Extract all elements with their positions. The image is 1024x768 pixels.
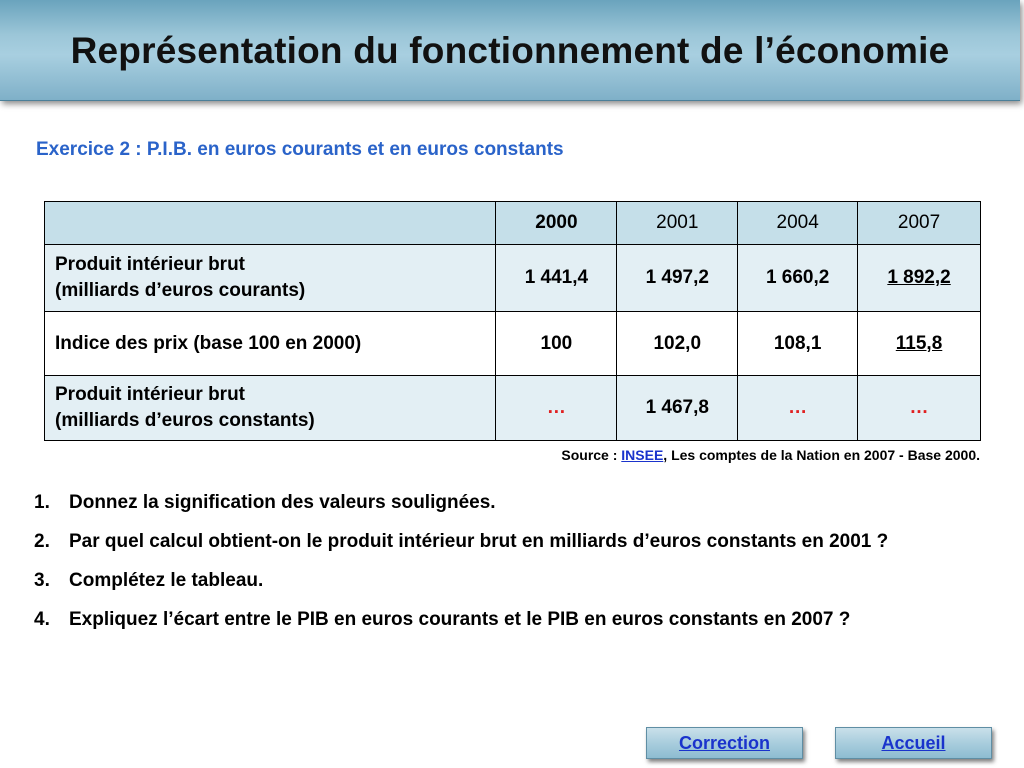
row-label — [45, 376, 496, 441]
list-item — [34, 490, 1024, 515]
row-label-line2: (milliards d’euros courants) — [55, 280, 306, 301]
table-cell-underlined — [858, 245, 981, 312]
header-empty-cell — [45, 202, 496, 245]
table-cell-blank: … — [738, 376, 858, 441]
table-row — [45, 245, 981, 312]
header-year-2004: 2004 — [738, 202, 858, 245]
question-number: 3. — [34, 570, 50, 591]
underlined-value: 115,8 — [895, 332, 943, 354]
table-row — [45, 312, 981, 376]
list-item — [34, 607, 1024, 632]
table-cell-blank: … — [858, 376, 981, 441]
table-header-row — [45, 202, 981, 245]
row-label-line1: Produit intérieur brut — [55, 384, 245, 405]
header-year-2001: 2001 — [617, 202, 738, 245]
question-text: Donnez la signification des valeurs soulignées. — [69, 492, 496, 513]
underlined-value: 1 892,2 — [887, 267, 951, 288]
correction-button[interactable]: Correction — [646, 727, 803, 759]
list-item — [34, 568, 1024, 593]
insee-link[interactable]: INSEE — [621, 447, 664, 463]
table-cell: 1 660,2 — [738, 245, 858, 312]
table-cell: 108,1 — [738, 312, 858, 376]
table-cell: 102,0 — [617, 312, 738, 376]
source-suffix: , Les comptes de la Nation en 2007 - Base 2000. — [663, 447, 980, 463]
table-cell: 1 467,8 — [617, 376, 738, 441]
question-text: Complétez le tableau. — [69, 570, 264, 591]
source-prefix: Source : — [561, 447, 622, 463]
table-cell: 1 497,2 — [617, 245, 738, 312]
row-label — [45, 312, 496, 376]
accueil-button[interactable]: Accueil — [835, 727, 992, 759]
list-item — [34, 529, 1024, 554]
row-label-line1: Produit intérieur brut — [55, 254, 245, 275]
table-cell: 100 — [496, 312, 617, 376]
row-label-line1: Indice des prix (base 100 en 2000) — [55, 332, 362, 354]
table-row — [45, 376, 981, 441]
question-text: Par quel calcul obtient-on le produit intérieur brut en milliards d’euros constants en 2001 ? — [69, 531, 889, 552]
exercise-heading: Exercice 2 : P.I.B. en euros courants et en euros constants — [36, 139, 564, 160]
row-label — [45, 245, 496, 312]
question-number: 4. — [34, 609, 50, 630]
table-cell-underlined — [858, 312, 981, 376]
header-year-2000: 2000 — [496, 202, 617, 245]
question-text: Expliquez l’écart entre le PIB en euros courants et le PIB en euros constants en 2007 ? — [69, 609, 851, 630]
header-year-2007: 2007 — [858, 202, 981, 245]
question-list — [34, 490, 1024, 646]
source-note — [561, 447, 980, 463]
table-cell: 1 441,4 — [496, 245, 617, 312]
table-cell-blank: … — [496, 376, 617, 441]
question-number: 1. — [34, 492, 50, 513]
title-bar — [0, 0, 1020, 101]
question-number: 2. — [34, 531, 50, 552]
row-label-line2: (milliards d’euros constants) — [55, 410, 315, 431]
page-title: Représentation du fonctionnement de l’économie — [70, 30, 950, 71]
gdp-table — [44, 201, 981, 441]
